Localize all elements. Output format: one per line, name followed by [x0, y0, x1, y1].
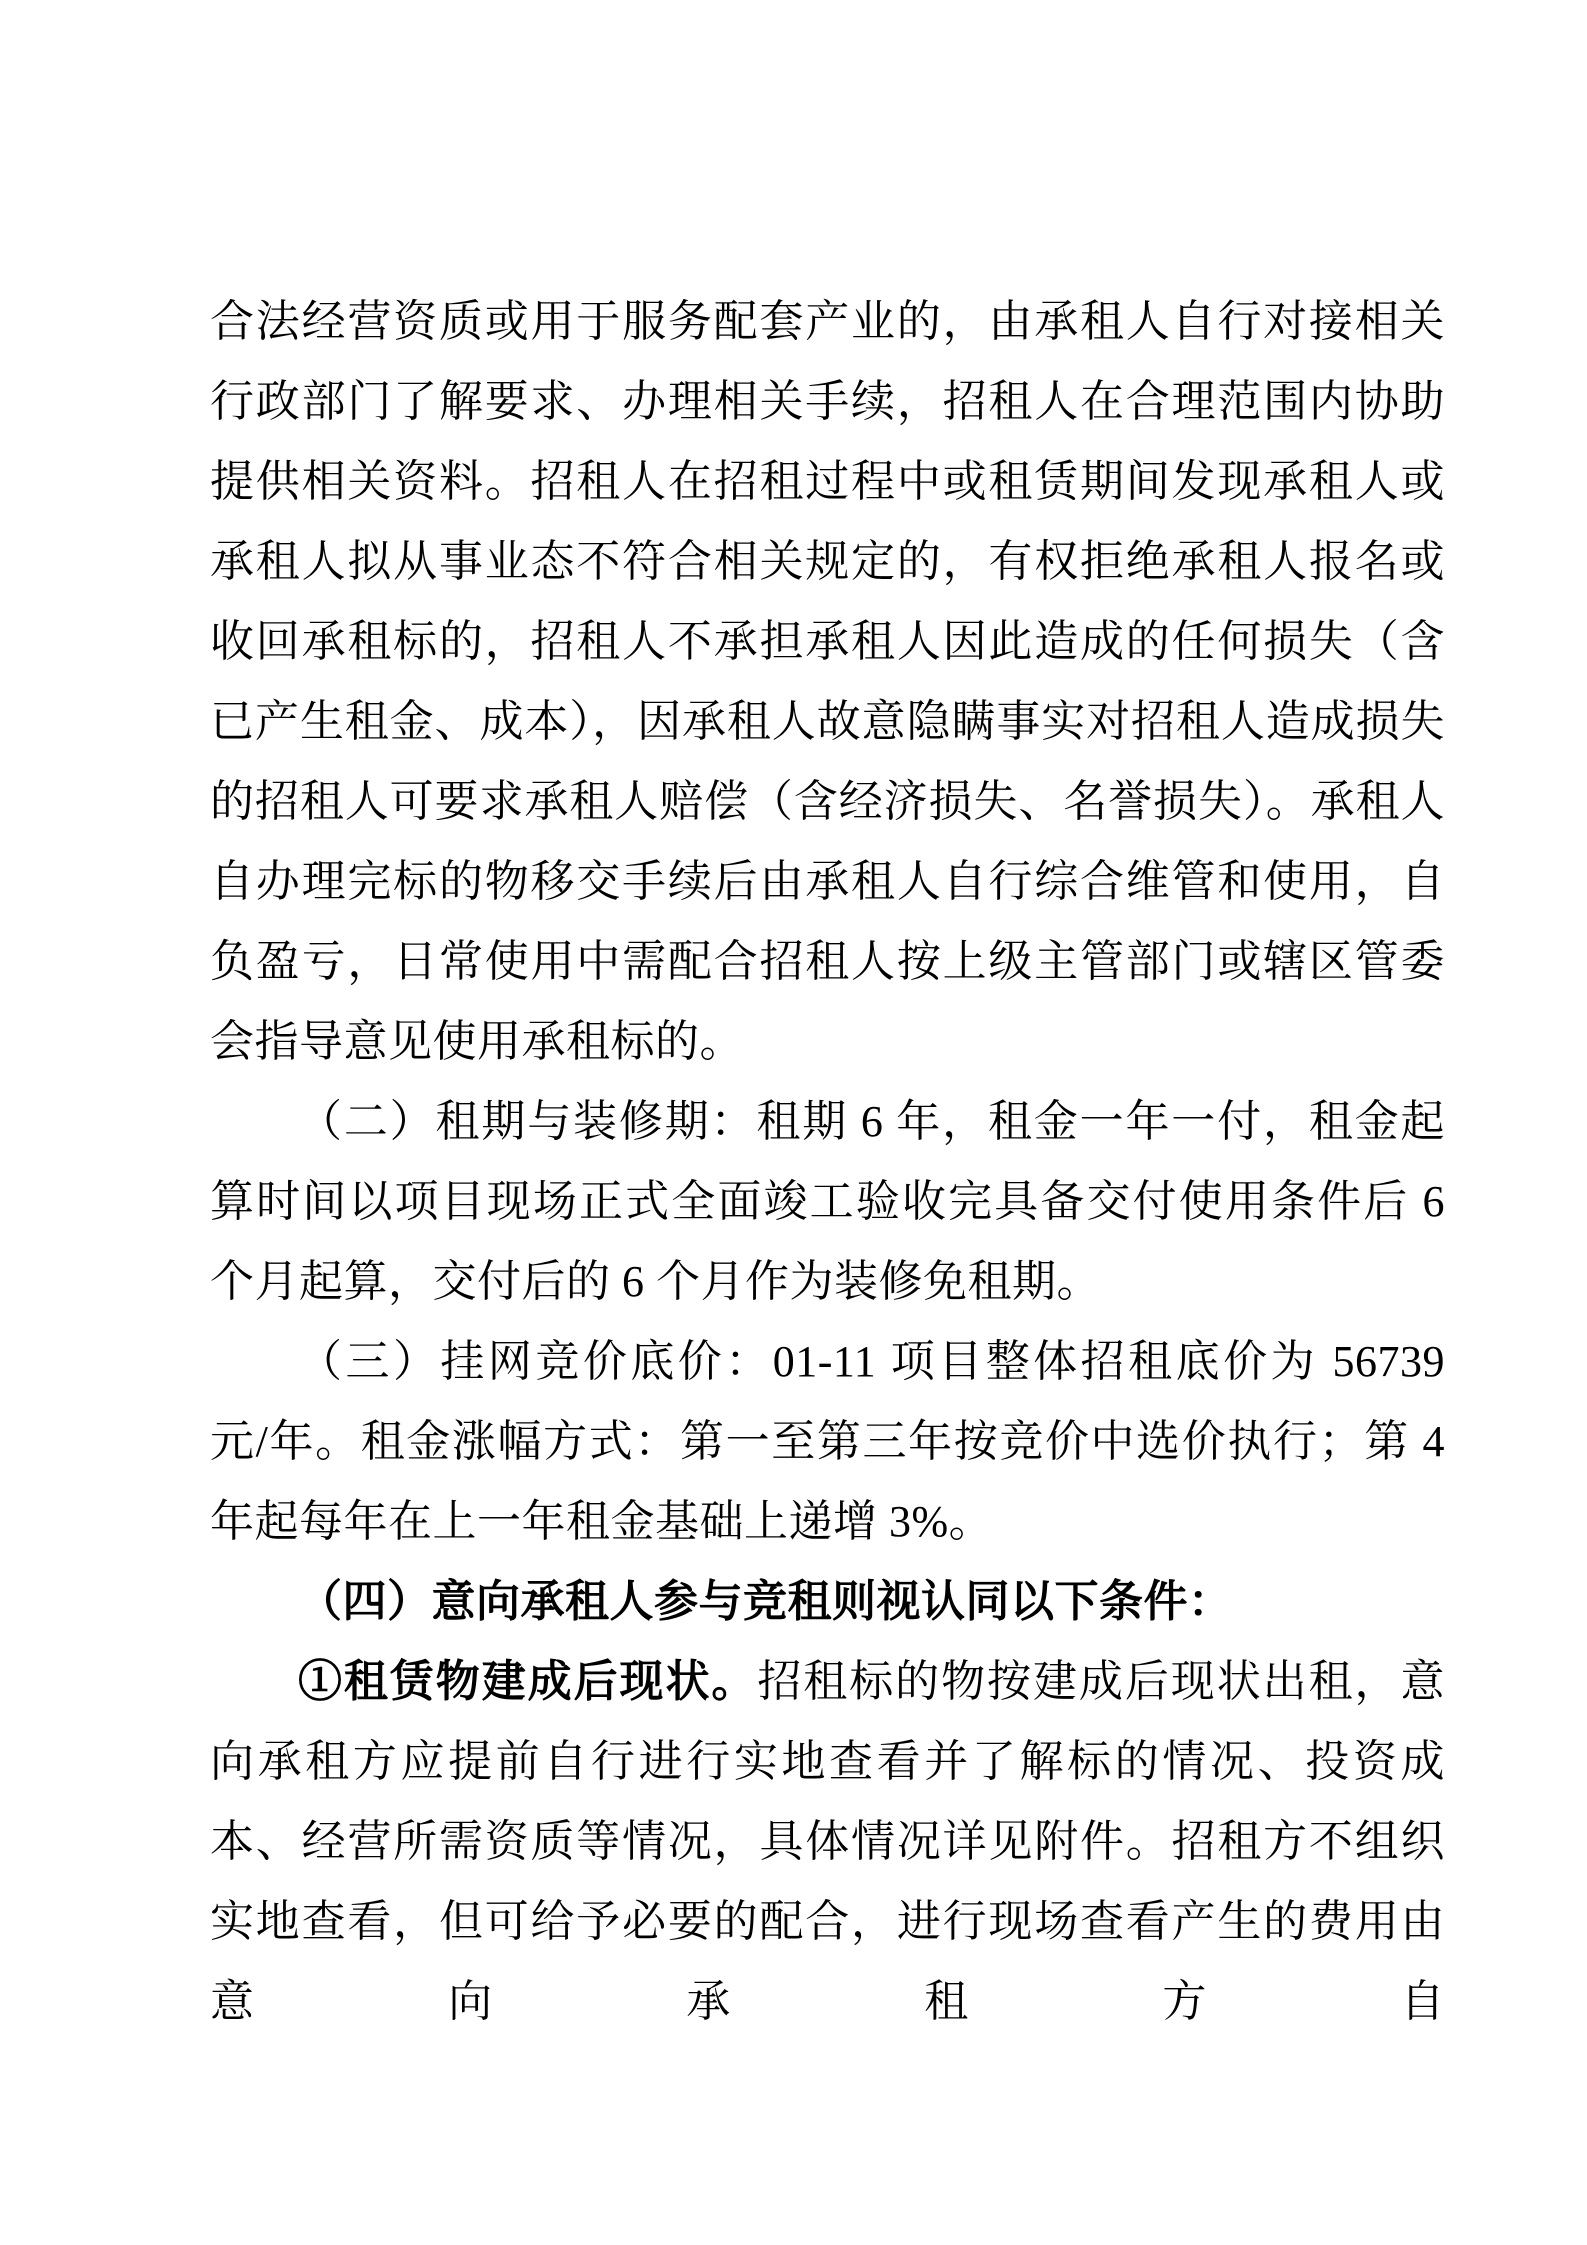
- text-run-lead-bold: ①租赁物建成后现状。: [298, 1657, 758, 1706]
- paragraph: [210, 282, 1445, 1082]
- paragraph: [210, 1322, 1457, 1562]
- paragraph: [210, 1082, 1457, 1322]
- text-run: 招租标的物按建成后现状出租，意向承租方应提前自行进行实地查看并了解标的情况、投资成本、经营所需资质等情况，具体情况详见附件。招租方不组织实地查看，但可给予必要的配合，进行现场查看产生的费用由意向承租方自: [210, 1657, 1445, 2026]
- text-run: 合法经营资质或用于服务配套产业的，由承租人自行对接相关行政部门了解要求、办理相关手续，招租人在合理范围内协助提供相关资料。招租人在招租过程中或租赁期间发现承租人或承租人拟从事业态不符合相关规定的，有权拒绝承租人报名或收回承租标的，招租人不承担承租人因此造成的任何损失（含已产生租金、成本），因承租人故意隐瞒事实对招租人造成损失的招租人可要求承租人赔偿（含经济损失、名誉损失）。承租人自办理完标的物移交手续后由承租人自行综合维管和使用，自负盈亏，日常使用中需配合招租人按上级主管部门或辖区管委会指导意见使用承租标的。: [210, 297, 1445, 1066]
- paragraph-heading: [210, 1562, 1445, 1642]
- paragraph: [210, 1642, 1445, 2042]
- text-run: （三）挂网竞价底价：01-11 项目整体招租底价为 56739 元/年。租金涨幅方式：第一至第三年按竞价中选价执行；第 4 年起每年在上一年租金基础上递增 3%。: [210, 1337, 1457, 1546]
- text-run: （四）意向承租人参与竞租则视认同以下条件：: [298, 1577, 1233, 1626]
- text-run: （二）租期与装修期：租期 6 年，租金一年一付，租金起算时间以项目现场正式全面竣工验收完具备交付使用条件后 6 个月起算，交付后的 6 个月作为装修免租期。: [210, 1097, 1457, 1306]
